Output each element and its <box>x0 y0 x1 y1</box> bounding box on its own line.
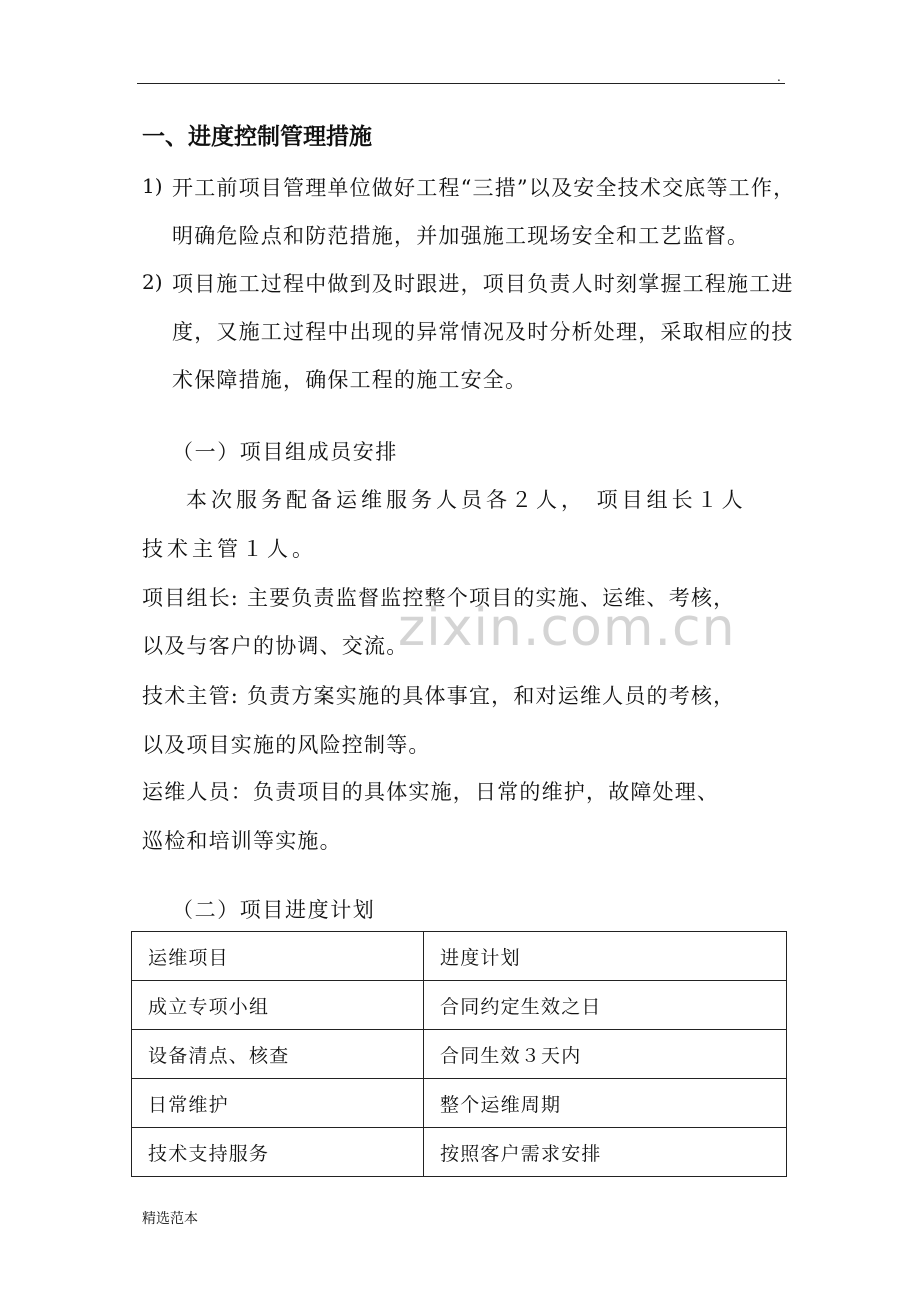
role-leader-line-1: 项目组长: 主要负责监督监控整个项目的实施、运维、考核， <box>142 586 736 610</box>
table-cell: 合同生效３天内 <box>424 1030 787 1079</box>
measure-2-line-1: 项目施工过程中做到及时跟进，项目负责人时刻掌握工程施工进 <box>172 272 794 296</box>
header-dot: . <box>777 70 781 84</box>
table-row <box>132 1128 787 1177</box>
table-cell: 设备清点、核查 <box>132 1030 424 1079</box>
role-supervisor-line-2: 以及项目实施的风险控制等。 <box>142 733 431 757</box>
table-header-row <box>132 932 787 981</box>
role-supervisor-line-1: 技术主管: 负责方案实施的具体事宜，和对运维人员的考核， <box>142 684 736 708</box>
role-ops-line-2: 巡检和培训等实施。 <box>142 829 342 853</box>
team-heading: （一）项目组成员安排 <box>172 440 398 464</box>
table-cell: 日常维护 <box>132 1079 424 1128</box>
measure-1-line-2: 明确危险点和防范措施，并加强施工现场安全和工艺监督。 <box>172 224 750 248</box>
measure-1-number: 1) <box>142 174 163 198</box>
table-cell: 技术支持服务 <box>132 1128 424 1177</box>
table-cell: 合同约定生效之日 <box>424 981 787 1030</box>
measure-2-number: 2) <box>142 270 163 294</box>
footer-text: 精选范本 <box>142 1211 198 1227</box>
measure-1-line-1: 开工前项目管理单位做好工程“三措”以及安全技术交底等工作， <box>172 176 796 200</box>
table-row <box>132 981 787 1030</box>
table-row <box>132 1030 787 1079</box>
header-cell: 进度计划 <box>424 932 787 981</box>
header-cell: 运维项目 <box>132 932 424 981</box>
header-rule <box>137 83 785 84</box>
schedule-table <box>131 931 787 1177</box>
role-ops-line-1: 运维人员：负责项目的具体实施，日常的维护，故障处理、 <box>142 780 720 804</box>
team-intro-line-1: 本次服务配备运维服务人员各２人， 项目组长１人 <box>186 488 747 512</box>
table-cell: 按照客户需求安排 <box>424 1128 787 1177</box>
section-title: 一、进度控制管理措施 <box>142 124 372 150</box>
table-row <box>132 1079 787 1128</box>
schedule-heading: （二）项目进度计划 <box>172 898 376 922</box>
table-cell: 整个运维周期 <box>424 1079 787 1128</box>
team-intro-line-2: 技术主管１人。 <box>142 537 317 561</box>
watermark: zixin.com.cn <box>398 598 736 658</box>
measure-2-line-3: 术保障措施，确保工程的施工安全。 <box>172 368 528 392</box>
table-cell: 成立专项小组 <box>132 981 424 1030</box>
measure-2-line-2: 度，又施工过程中出现的异常情况及时分析处理，采取相应的技 <box>172 320 794 344</box>
role-leader-line-2: 以及与客户的协调、交流。 <box>142 634 409 658</box>
